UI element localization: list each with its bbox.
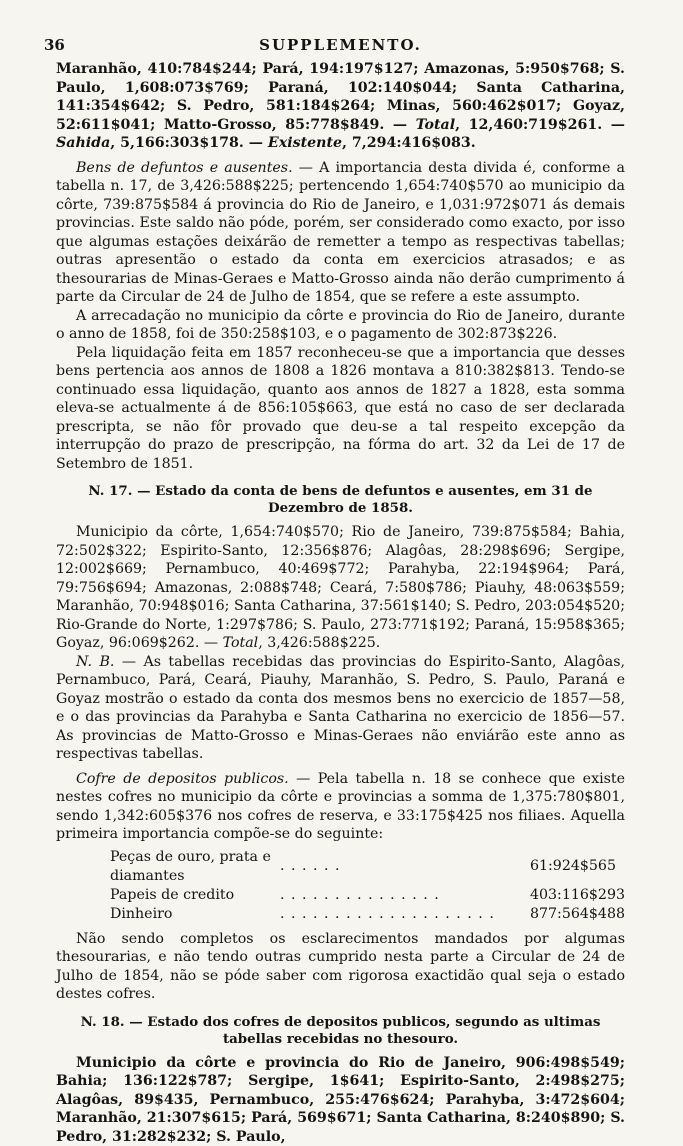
section-17-total-value: , 3,426:588$225.: [258, 635, 380, 651]
section-17-total-label: Total: [223, 635, 259, 651]
page-header: [56, 36, 625, 60]
composition-row: [110, 886, 625, 905]
existente-value: , 7,294:416$083.: [342, 135, 476, 151]
cofre-depositos-text: — Pela tabella n. 18 se conhece que existe nestes cofres no municipio da côrte e provincias a somma de 1,375:780$801, sendo 1,342:605$376 nos cofres de reserva, e 33:175$425 nos filiaes. Aquella primeira importancia compõe-se do seguinte:: [56, 771, 625, 843]
nota-bene-label: N. B.: [76, 654, 114, 670]
composition-value: 61:924$565: [510, 848, 625, 886]
section-18-heading: [56, 1014, 625, 1048]
nota-bene-paragraph: [56, 653, 625, 764]
composition-value: 877:564$488: [510, 905, 625, 924]
running-title: SUPPLEMENTO.: [56, 36, 625, 54]
section-17-title: — Estado da conta de bens de defuntos e ausentes, em 31 de Dezembro de 1858.: [132, 483, 592, 516]
composition-label: Peças de ouro, prata e diamantes: [110, 848, 280, 886]
section-18-paragraph: Municipio da côrte e provincia do Rio de Janeiro, 906:498$549; Bahia; 136:122$787; Sergipe, 1$641; Espirito-Santo, 2:498$275; Alagôas, 89$435, Pernambuco, 255:476$624; Parahyba, 3:472$604; Maranhão, 21:307$615; Pará, 569$671; Santa Catharina, 8:240$890; S. Pedro, 31:282$232; S. Paulo,: [56, 1054, 625, 1146]
composition-table: [110, 848, 625, 924]
cofre-depositos-heading: Cofre de depositos publicos.: [76, 771, 289, 787]
total-label: Total: [416, 117, 456, 133]
esclarecimentos-paragraph: Não sendo completos os esclarecimentos mandados por algumas thesourarias, e não tendo outras cumprido nesta parte a Circular de 24 de Julho de 1854, não se póde saber com rigorosa exactidão qual seja o estado destes cofres.: [56, 930, 625, 1004]
section-17-text: Municipio da côrte, 1,654:740$570; Rio de Janeiro, 739:875$584; Bahia, 72:502$322; Espirito-Santo, 12:356$876; Alagôas, 28:298$696; Sergipe, 12:002$669; Pernambuco, 40:469$772; Parahyba, 22:194$964; Pará, 79:756$694; Amazonas, 2:088$748; Ceará, 7:580$786; Piauhy, 48:063$559; Maranhão, 70:948$016; Santa Catharina, 37:561$140; S. Pedro, 203:054$520; Rio-Grande do Norte, 1:297$786; S. Paulo, 273:771$192; Paraná, 15:958$365; Goyaz, 96:069$262. —: [56, 524, 625, 651]
total-value: , 12,460:719$261. —: [455, 117, 625, 133]
existente-label: Existente: [268, 135, 342, 151]
bens-defuntos-text: — A importancia desta divida é, conforme a tabella n. 17, de 3,426:588$225; pertencendo 1,654:740$570 ao municipio da côrte, 739:875$584 á provincia do Rio de Janeiro, e 1,031:972$071 ás demais provincias. Este saldo não póde, porém, ser considerado como exacto, por isso que algumas estações deixárão de remetter a tempo as respectivas tabellas; outras apresentão o estado da conta em exercicios atrasados; e as thesourarias de Minas-Geraes e Matto-Grosso ainda não derão cumprimento á parte da Circular de 24 de Julho de 1854, que se refere a este assumpto.: [56, 160, 625, 306]
bens-defuntos-heading: Bens de defuntos e ausentes.: [76, 160, 293, 176]
composition-label: Dinheiro: [110, 905, 280, 924]
sahida-label: Sahida: [56, 135, 110, 151]
sahida-value: , 5,166:303$178. —: [110, 135, 268, 151]
composition-label: Papeis de credito: [110, 886, 280, 905]
composition-value: 403:116$293: [510, 886, 625, 905]
nota-bene-text: — As tabellas recebidas das provincias do Espirito-Santo, Alagôas, Pernambuco, Pará, Ceará, Piauhy, Maranhão, S. Pedro, S. Paulo, Paraná e Goyaz mostrão o estado da conta dos mesmos bens no exercicio de 1857—58, e o das provincias da Parahyba e Santa Catharina no exercicio de 1856—57. As provincias de Matto-Grosso e Minas-Geraes não enviárão este anno as respectivas tabellas.: [56, 654, 625, 763]
section-17-heading: [56, 483, 625, 517]
section-18-title: — Estado dos cofres de depositos publicos, segundo as ultimas tabellas recebidas no thesouro.: [125, 1014, 601, 1047]
composition-row: [110, 848, 625, 886]
page-number: 36: [44, 36, 65, 54]
section-18-number: N. 18.: [81, 1014, 125, 1030]
bens-defuntos-paragraph: [56, 159, 625, 307]
summary-text: Maranhão, 410:784$244; Pará, 194:197$127; Amazonas, 5:950$768; S. Paulo, 1,608:073$769; Paraná, 102:140$044; Santa Catharina, 141:354$642; S. Pedro, 581:184$264; Minas, 560:462$017; Goyaz, 52:611$041; Matto-Grosso, 85:778$849. —: [56, 61, 625, 133]
cofre-depositos-paragraph: [56, 770, 625, 844]
section-17-number: N. 17.: [88, 483, 132, 499]
summary-paragraph: [56, 60, 625, 153]
composition-dots: . . . . . . . . . . . . . . . . . . . .: [280, 905, 510, 924]
composition-dots: . . . . . .: [280, 848, 510, 886]
section-17-paragraph: [56, 523, 625, 653]
composition-row: [110, 905, 625, 924]
liquidacao-paragraph: Pela liquidação feita em 1857 reconheceu-se que a importancia que desses bens pertencia aos annos de 1808 a 1826 montava a 810:382$813. Tendo-se continuado essa liquidação, quanto aos annos de 1827 a 1828, esta somma eleva-se actualmente á de 856:105$663, que está no caso de ser declarada prescripta, se não fôr provado que deu-se a tal respeito excepção da interrupção do prazo de prescripção, na fórma do art. 32 da Lei de 17 de Setembro de 1851.: [56, 344, 625, 474]
composition-dots: . . . . . . . . . . . . . . .: [280, 886, 510, 905]
arrecadacao-paragraph: A arrecadação no municipio da côrte e provincia do Rio de Janeiro, durante o anno de 1858, foi de 350:258$103, e o pagamento de 302:873$226.: [56, 307, 625, 344]
